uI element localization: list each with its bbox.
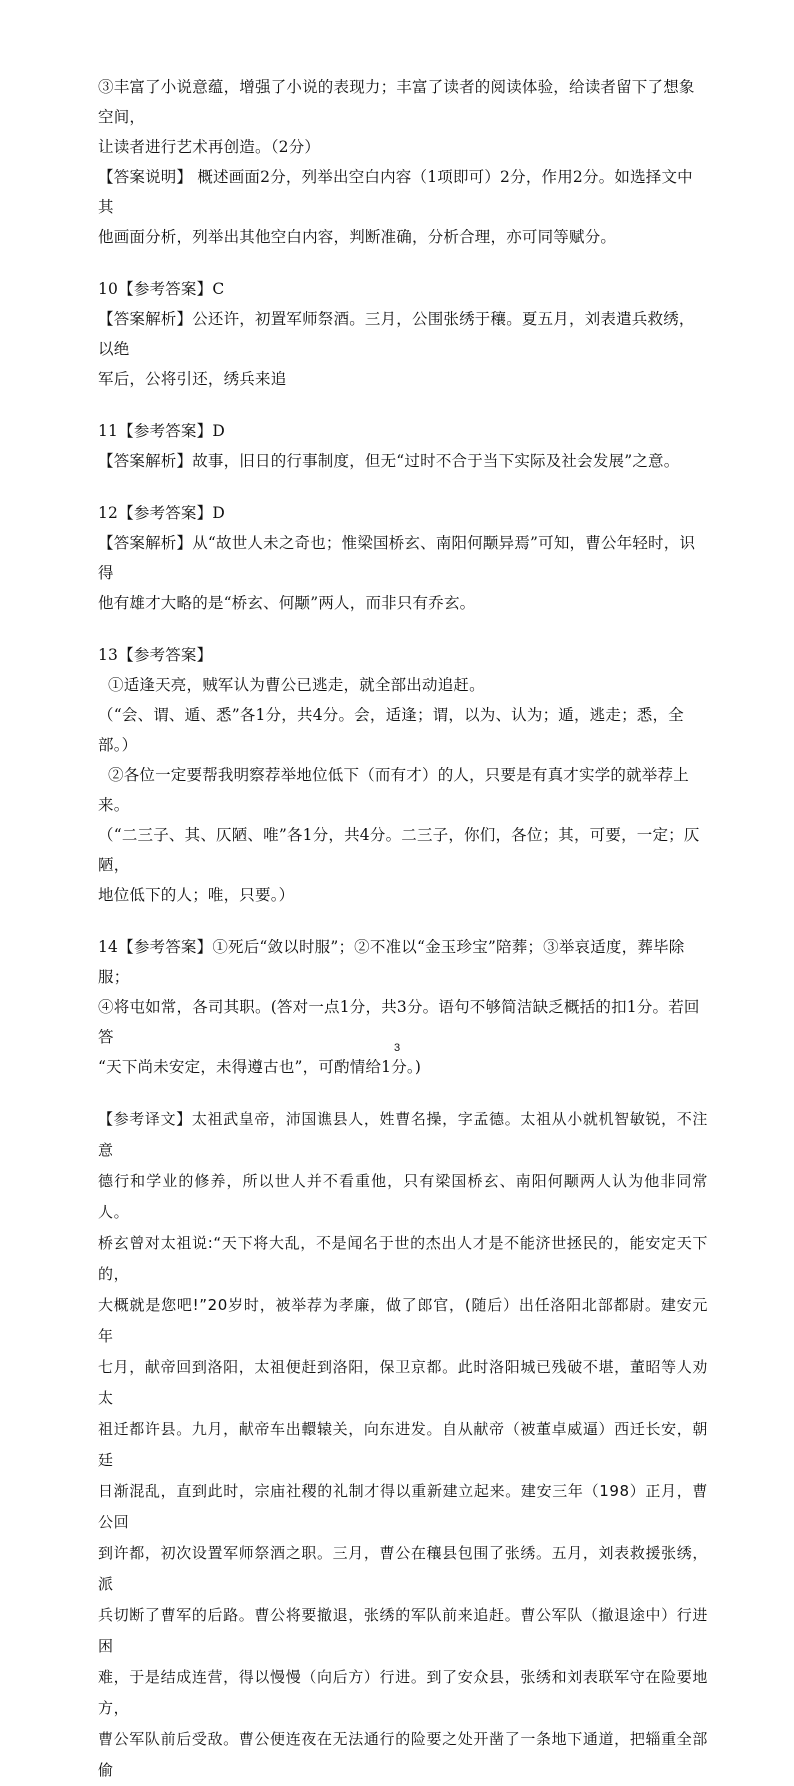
q12-explain-2: 他有雄才大略的是“桥玄、何颙”两人，而非只有乔玄。 bbox=[98, 594, 476, 612]
translation-line: 桥玄曾对太祖说:“天下将大乱，不是闻名于世的杰出人才是不能济世拯民的，能安定天下的， bbox=[98, 1234, 708, 1283]
q9-line-1: ③丰富了小说意蕴，增强了小说的表现力；丰富了读者的阅读体验，给读者留下了想象空间， bbox=[98, 78, 695, 126]
q11-answer: 11【参考答案】D bbox=[98, 422, 225, 440]
q9-note-line-2: 他画面分析，列举出其他空白内容，判断准确，分析合理，亦可同等赋分。 bbox=[98, 228, 617, 246]
translation-line: 难，于是结成连营，得以慢慢（向后方）行进。到了安众县，张绣和刘表联军守在险要地方， bbox=[98, 1668, 708, 1717]
translation-line: 德行和学业的修养，所以世人并不看重他，只有梁国桥玄、南阳何颙两人认为他非同常人。 bbox=[98, 1172, 708, 1221]
q13-line-3: ②各位一定要帮我明察荐举地位低下（而有才）的人，只要是有真才实学的就举荐上来。 bbox=[98, 766, 689, 814]
translation-line: 曹公军队前后受敌。曹公便连夜在无法通行的险要之处开凿了一条地下通道，把辎重全部偷 bbox=[98, 1730, 708, 1779]
translation-line: 日渐混乱，直到此时，宗庙社稷的礼制才得以重新建立起来。建安三年（198）正月，曹公回 bbox=[98, 1482, 708, 1531]
page-number: 3 bbox=[393, 1042, 401, 1054]
q12-explain-1: 【答案解析】从“故世人未之奇也；惟梁国桥玄、南阳何颙异焉”可知，曹公年轻时，识得 bbox=[98, 534, 696, 582]
translation-line: 七月，献帝回到洛阳，太祖便赶到洛阳，保卫京都。此时洛阳城已残破不堪，董昭等人劝太 bbox=[98, 1358, 708, 1407]
q13-answer: 13【参考答案】 bbox=[98, 646, 213, 664]
q13-line-1: ①适逢天亮，贼军认为曹公已逃走，就全部出动追赶。 bbox=[108, 676, 485, 694]
translation-line: 到许都，初次设置军师祭酒之职。三月，曹公在穰县包围了张绣。五月，刘表救援张绣，派 bbox=[98, 1544, 708, 1593]
q13-line-4: （“二三子、其、仄陋、唯”各1分，共4分。二三子，你们，各位；其，可要，一定；仄陋， bbox=[98, 826, 700, 874]
translation-line: 祖迁都许县。九月，献帝车出轘辕关，向东进发。自从献帝（被董卓威逼）西迁长安，朝廷 bbox=[98, 1420, 708, 1469]
q13-line-5: 地位低下的人；唯，只要。） bbox=[98, 886, 295, 904]
translation-line: 兵切断了曹军的后路。曹公将要撤退，张绣的军队前来追赶。曹公军队（撤退途中）行进困 bbox=[98, 1606, 708, 1655]
q13-line-2: （“会、谓、遁、悉”各1分，共4分。会，适逢；谓，以为、认为；遁，逃走；悉，全部。） bbox=[98, 706, 684, 754]
translation-block bbox=[98, 1104, 708, 1786]
q12-answer: 12【参考答案】D bbox=[98, 504, 225, 522]
q14-line-3: “天下尚未安定，未得遵古也”，可酌情给1分。) bbox=[98, 1058, 422, 1076]
translation-line: 【参考译文】太祖武皇帝，沛国谯县人，姓曹名操，字孟德。太祖从小就机智敏锐，不注意 bbox=[98, 1110, 708, 1159]
q10-explain-1: 【答案解析】公还许，初置军师祭酒。三月，公围张绣于穰。夏五月，刘表遣兵救绣，以绝 bbox=[98, 310, 695, 358]
q9-note-line-1: 【答案说明】 概述画面2分，列举出空白内容（1项即可）2分，作用2分。如选择文中其 bbox=[98, 168, 693, 216]
q10-explain-2: 军后，公将引还，绣兵来追 bbox=[98, 370, 287, 388]
q11-explain: 【答案解析】故事，旧日的行事制度，但无“过时不合于当下实际及社会发展”之意。 bbox=[98, 452, 680, 470]
q10-answer: 10【参考答案】C bbox=[98, 280, 225, 298]
q14-line-1: 14【参考答案】①死后“敛以时服”；②不准以“金玉珍宝”陪葬；③举哀适度，葬毕除服； bbox=[98, 938, 685, 986]
q14-line-2: ④将屯如常，各司其职。(答对一点1分，共3分。语句不够简洁缺乏概括的扣1分。若回答 bbox=[98, 998, 700, 1046]
q9-line-2: 让读者进行艺术再创造。（2分） bbox=[98, 138, 321, 156]
translation-line: 大概就是您吧!”20岁时，被举荐为孝廉，做了郎官，(随后）出任洛阳北部都尉。建安元年 bbox=[98, 1296, 708, 1345]
